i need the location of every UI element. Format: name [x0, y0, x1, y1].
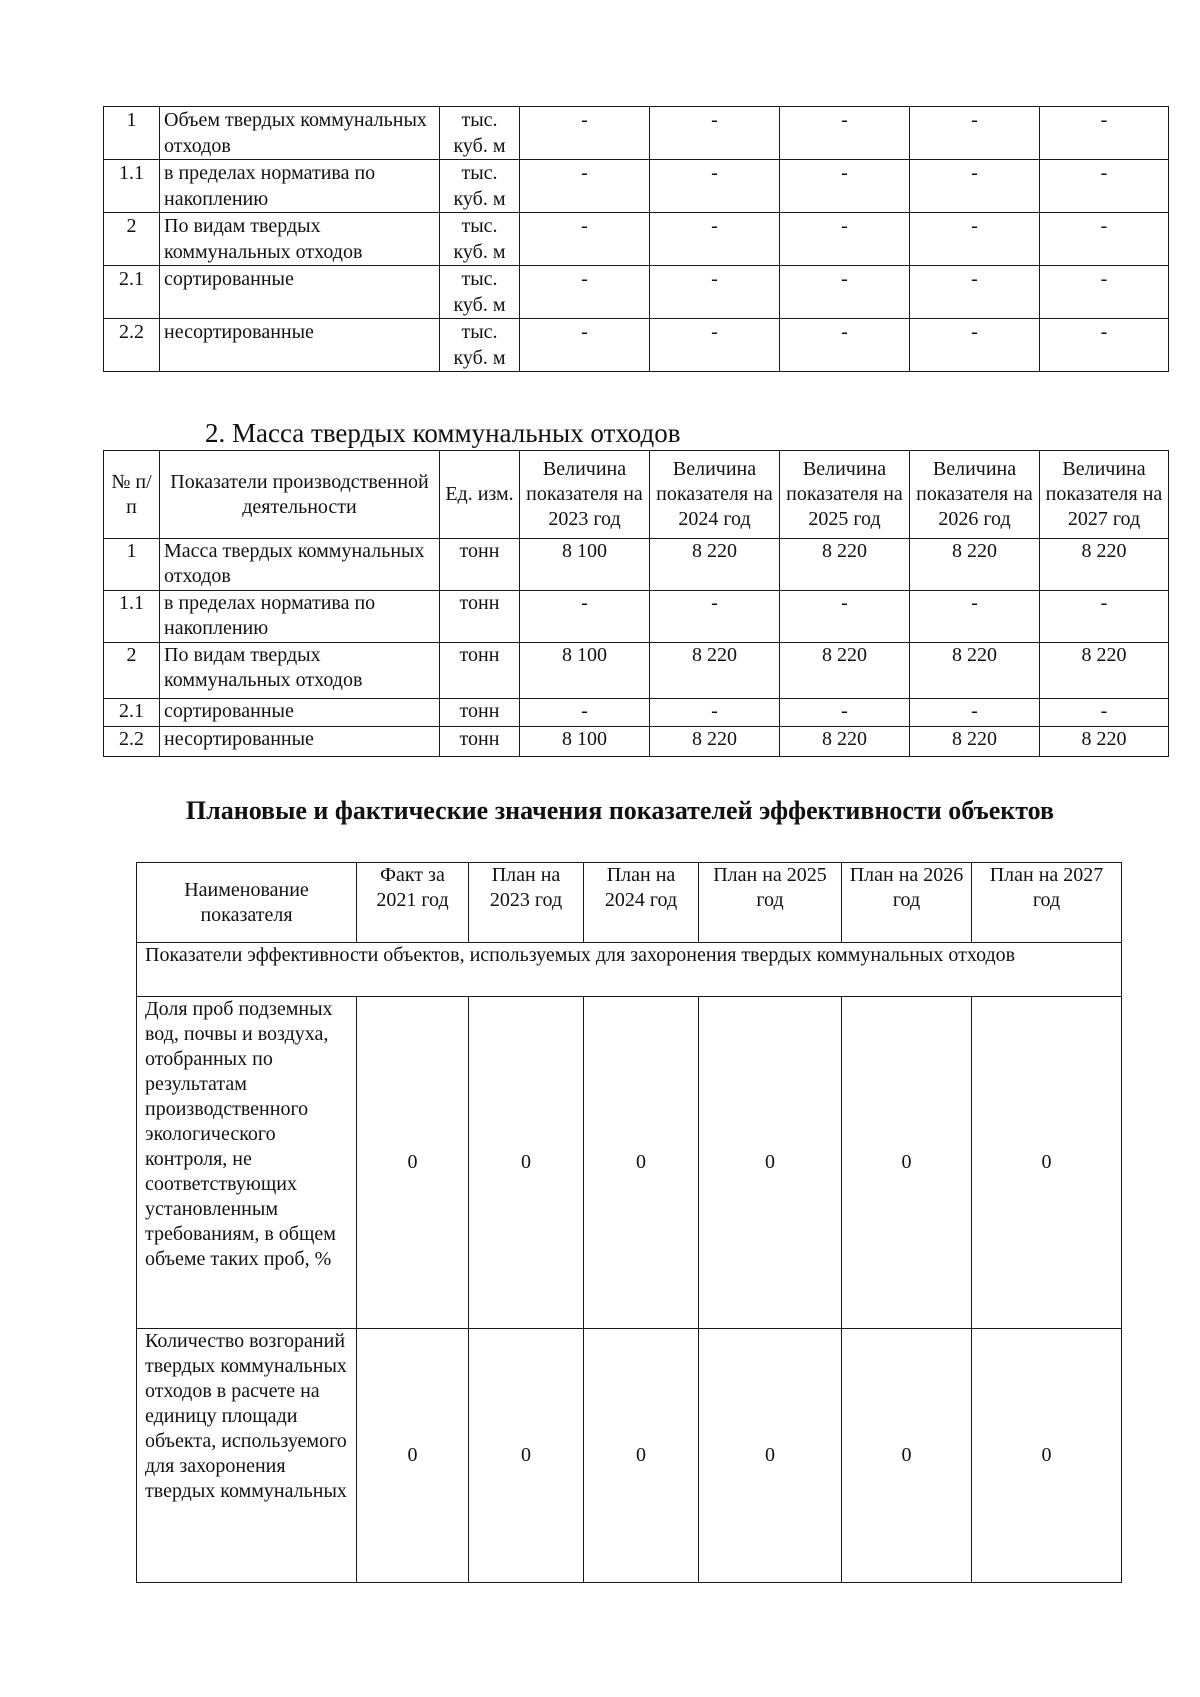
value-2024: -: [650, 699, 780, 727]
indicator-name: сортированные: [160, 699, 440, 727]
value-2023: -: [520, 319, 650, 372]
table-row: [104, 539, 1169, 591]
value-2024: -: [650, 319, 780, 372]
row-number: 2: [104, 643, 160, 699]
value-2025: -: [780, 107, 910, 160]
value-2025: 8 220: [780, 643, 910, 699]
header-unit: Ед. изм.: [440, 451, 520, 539]
table-row: [104, 699, 1169, 727]
value-2027: -: [1040, 160, 1169, 213]
header-plan-2027: План на 2027 год: [972, 863, 1122, 943]
value-2026: -: [910, 319, 1040, 372]
row-number: 2.2: [104, 727, 160, 757]
value-2027: -: [1040, 107, 1169, 160]
table-row: [104, 319, 1169, 372]
plan-2025-value: 0: [699, 1329, 842, 1583]
unit-cell: тонн: [440, 643, 520, 699]
value-2024: -: [650, 591, 780, 643]
table-row: [104, 213, 1169, 266]
row-number: 1: [104, 539, 160, 591]
value-2024: -: [650, 213, 780, 266]
header-plan-2023: План на 2023 год: [469, 863, 584, 943]
indicator-name: Масса твердых коммунальных отходов: [160, 539, 440, 591]
row-number: 2: [104, 213, 160, 266]
value-2023: -: [520, 160, 650, 213]
mass-table: [103, 450, 1169, 757]
plan-2026-value: 0: [842, 1329, 972, 1583]
indicator-name: По видам твердых коммунальных отходов: [160, 213, 440, 266]
row-number: 1.1: [104, 160, 160, 213]
plan-2024-value: 0: [584, 997, 699, 1329]
value-2027: 8 220: [1040, 727, 1169, 757]
header-2023: Величина показателя на 2023 год: [520, 451, 650, 539]
header-2024: Величина показателя на 2024 год: [650, 451, 780, 539]
plan-2027-value: 0: [972, 1329, 1122, 1583]
header-fact-2021: Факт за 2021 год: [357, 863, 469, 943]
header-plan-2026: План на 2026 год: [842, 863, 972, 943]
unit-cell: тыс. куб. м: [440, 319, 520, 372]
table-header-row: [104, 451, 1169, 539]
unit-cell: тонн: [440, 591, 520, 643]
table-row: [104, 160, 1169, 213]
efficiency-table: [136, 862, 1122, 1583]
fact-2021-value: 0: [357, 1329, 469, 1583]
value-2024: 8 220: [650, 643, 780, 699]
unit-cell: тонн: [440, 539, 520, 591]
row-number: 1: [104, 107, 160, 160]
plan-2023-value: 0: [469, 1329, 584, 1583]
value-2026: -: [910, 266, 1040, 319]
indicator-name: в пределах норматива по накоплению: [160, 591, 440, 643]
header-plan-2024: План на 2024 год: [584, 863, 699, 943]
value-2024: 8 220: [650, 727, 780, 757]
value-2026: -: [910, 160, 1040, 213]
value-2023: 8 100: [520, 643, 650, 699]
value-2023: 8 100: [520, 539, 650, 591]
indicator-name: Доля проб подземных вод, почвы и воздуха, отобранных по результатам производственного экологического контроля, не соответствующих установленным требованиям, в общем объеме таких проб, %: [137, 997, 357, 1329]
plan-2027-value: 0: [972, 997, 1122, 1329]
value-2025: -: [780, 591, 910, 643]
table-row: [137, 1329, 1122, 1583]
value-2027: -: [1040, 319, 1169, 372]
header-num: № п/п: [104, 451, 160, 539]
efficiency-title: Плановые и фактические значения показателей эффективности объектов: [185, 796, 1055, 825]
row-number: 2.1: [104, 266, 160, 319]
value-2025: -: [780, 266, 910, 319]
value-2025: 8 220: [780, 539, 910, 591]
table-row: [104, 727, 1169, 757]
value-2025: -: [780, 319, 910, 372]
indicator-name: несортированные: [160, 319, 440, 372]
value-2023: -: [520, 266, 650, 319]
value-2026: -: [910, 213, 1040, 266]
value-2023: -: [520, 699, 650, 727]
value-2027: -: [1040, 699, 1169, 727]
row-number: 2.1: [104, 699, 160, 727]
unit-cell: тыс. куб. м: [440, 160, 520, 213]
table-row: [104, 643, 1169, 699]
value-2027: -: [1040, 266, 1169, 319]
value-2025: -: [780, 213, 910, 266]
value-2024: -: [650, 266, 780, 319]
value-2026: 8 220: [910, 643, 1040, 699]
table-row: [104, 266, 1169, 319]
value-2024: -: [650, 160, 780, 213]
indicator-name: несортированные: [160, 727, 440, 757]
table-row: [137, 997, 1122, 1329]
plan-2023-value: 0: [469, 997, 584, 1329]
value-2026: 8 220: [910, 727, 1040, 757]
value-2027: -: [1040, 591, 1169, 643]
plan-2024-value: 0: [584, 1329, 699, 1583]
value-2023: -: [520, 107, 650, 160]
row-number: 1.1: [104, 591, 160, 643]
value-2026: -: [910, 591, 1040, 643]
indicator-name: По видам твердых коммунальных отходов: [160, 643, 440, 699]
group-label: Показатели эффективности объектов, используемых для захоронения твердых коммунальных отходов: [137, 943, 1122, 997]
unit-cell: тыс. куб. м: [440, 266, 520, 319]
value-2025: -: [780, 160, 910, 213]
table-header-row: [137, 863, 1122, 943]
unit-cell: тыс. куб. м: [440, 107, 520, 160]
section-title-mass: 2. Масса твердых коммунальных отходов: [205, 418, 681, 448]
indicator-name: сортированные: [160, 266, 440, 319]
unit-cell: тонн: [440, 699, 520, 727]
header-plan-2025: План на 2025 год: [699, 863, 842, 943]
indicator-name: в пределах норматива по накоплению: [160, 160, 440, 213]
header-2027: Величина показателя на 2027 год: [1040, 451, 1169, 539]
unit-cell: тонн: [440, 727, 520, 757]
indicator-name: Количество возгораний твердых коммунальных отходов в расчете на единицу площади объекта, используемого для захоронения твердых коммунальных: [137, 1329, 357, 1583]
header-2026: Величина показателя на 2026 год: [910, 451, 1040, 539]
value-2027: 8 220: [1040, 643, 1169, 699]
fact-2021-value: 0: [357, 997, 469, 1329]
row-number: 2.2: [104, 319, 160, 372]
value-2024: 8 220: [650, 539, 780, 591]
value-2024: -: [650, 107, 780, 160]
value-2026: -: [910, 107, 1040, 160]
table-row: [104, 591, 1169, 643]
group-row: [137, 943, 1122, 997]
plan-2026-value: 0: [842, 997, 972, 1329]
value-2026: -: [910, 699, 1040, 727]
header-indicator-name: Наименование показателя: [137, 863, 357, 943]
value-2027: -: [1040, 213, 1169, 266]
table-row: [104, 107, 1169, 160]
indicator-name: Объем твердых коммунальных отходов: [160, 107, 440, 160]
header-indicator: Показатели производственной деятельности: [160, 451, 440, 539]
value-2027: 8 220: [1040, 539, 1169, 591]
value-2023: -: [520, 213, 650, 266]
header-2025: Величина показателя на 2025 год: [780, 451, 910, 539]
value-2025: -: [780, 699, 910, 727]
value-2023: -: [520, 591, 650, 643]
value-2025: 8 220: [780, 727, 910, 757]
unit-cell: тыс. куб. м: [440, 213, 520, 266]
plan-2025-value: 0: [699, 997, 842, 1329]
volume-table: [103, 106, 1169, 372]
value-2023: 8 100: [520, 727, 650, 757]
value-2026: 8 220: [910, 539, 1040, 591]
